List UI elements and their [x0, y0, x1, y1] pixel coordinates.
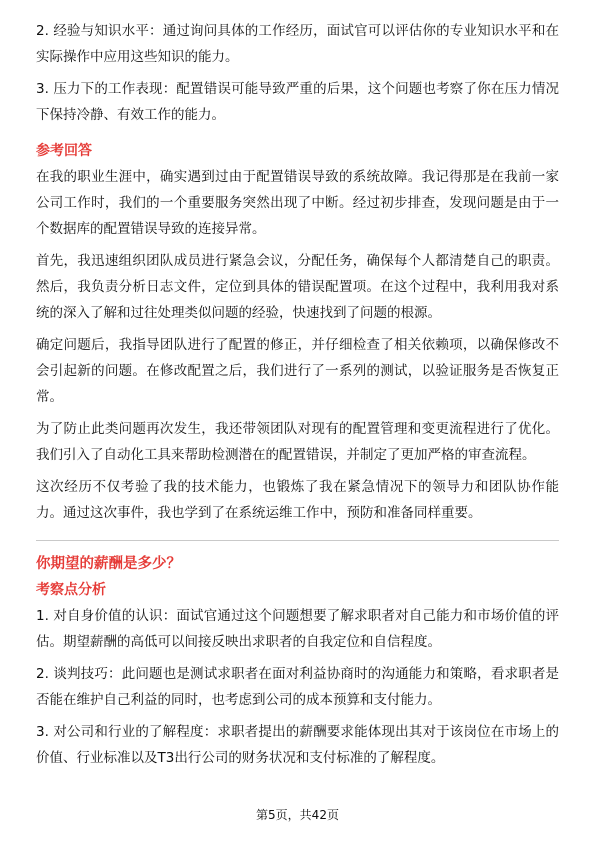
analysis-item-2: 2. 经验与知识水平：通过询问具体的工作经历，面试官可以评估你的专业知识水平和在实际操作中应用这些知识的能力。	[36, 23, 559, 65]
reference-answer-label: 参考回答	[36, 143, 92, 159]
answer-paragraph-1: 在我的职业生涯中，确实遇到过由于配置错误导致的系统故障。我记得那是在我前一家公司工作时，我们的一个重要服务突然出现了中断。经过初步排查，发现问题是由于一个数据库的配置错误导致的连接异常。	[36, 169, 559, 237]
analysis-label: 考察点分析	[36, 582, 106, 598]
salary-analysis-item-3: 3. 对公司和行业的了解程度：求职者提出的薪酬要求能体现出其对于该岗位在市场上的价值、行业标准以及T3出行公司的财务状况和支付标准的了解程度。	[36, 724, 559, 766]
answer-paragraph-3: 确定问题后，我指导团队进行了配置的修正，并仔细检查了相关依赖项，以确保修改不会引起新的问题。在修改配置之后，我们进行了一系列的测试，以验证服务是否恢复正常。	[36, 337, 559, 405]
answer-paragraph-4: 为了防止此类问题再次发生，我还带领团队对现有的配置管理和变更流程进行了优化。我们引入了自动化工具来帮助检测潜在的配置错误，并制定了更加严格的审查流程。	[36, 421, 559, 463]
section-divider	[36, 540, 559, 541]
answer-paragraph-5: 这次经历不仅考验了我的技术能力，也锻炼了我在紧急情况下的领导力和团队协作能力。通过这次事件，我也学到了在系统运维工作中，预防和准备同样重要。	[36, 479, 559, 521]
page-number: 第5页，共42页	[256, 808, 339, 822]
analysis-item-3: 3. 压力下的工作表现：配置错误可能导致严重的后果，这个问题也考察了你在压力情况下保持冷静、有效工作的能力。	[36, 81, 559, 123]
answer-paragraph-2: 首先，我迅速组织团队成员进行紧急会议，分配任务，确保每个人都清楚自己的职责。然后，我负责分析日志文件，定位到具体的错误配置项。在这个过程中，我利用我对系统的深入了解和过往处理类似问题的经验，快速找到了问题的根源。	[36, 253, 559, 321]
question-title: 你期望的薪酬是多少？	[36, 556, 181, 572]
salary-analysis-item-2: 2. 谈判技巧：此问题也是测试求职者在面对利益协商时的沟通能力和策略，看求职者是否能在维护自己利益的同时，也考虑到公司的成本预算和支付能力。	[36, 666, 559, 708]
document-page	[36, 18, 559, 771]
salary-analysis-item-1: 1. 对自身价值的认识：面试官通过这个问题想要了解求职者对自己能力和市场价值的评估。期望薪酬的高低可以间接反映出求职者的自我定位和自信程度。	[36, 608, 559, 650]
